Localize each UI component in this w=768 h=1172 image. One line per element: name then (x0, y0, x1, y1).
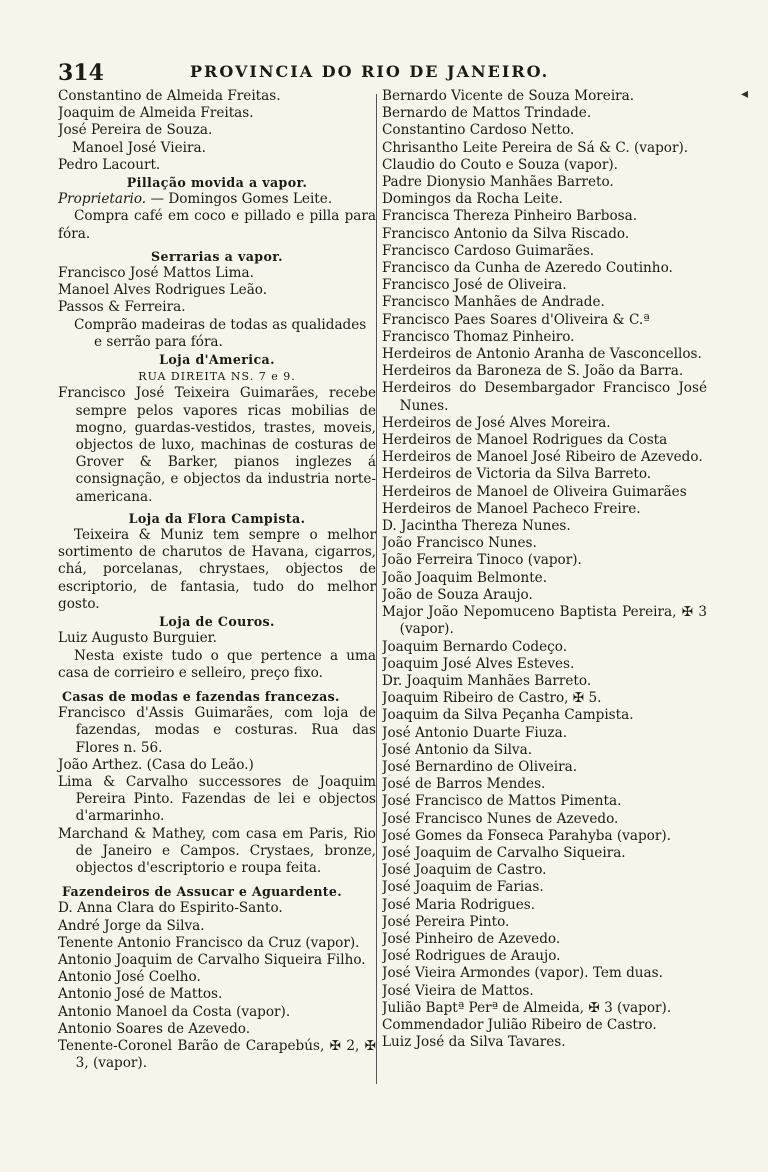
list-item: Padre Dionysio Manhães Barreto. (382, 174, 614, 191)
list-item: Herdeiros de Manoel Pacheco Freire. (382, 500, 641, 517)
list-item: Francisco da Cunha de Azeredo Coutinho. (382, 260, 673, 277)
list-item: Constantino Cardoso Netto. (382, 122, 575, 139)
list-item: José de Barros Mendes. (382, 776, 546, 793)
list-item: João Arthez. (Casa do Leão.) (58, 756, 254, 773)
list-item: Luiz José da Silva Tavares. (382, 1034, 566, 1051)
list-item: Antonio Manoel da Costa (vapor). (58, 1003, 291, 1020)
list-item: Joaquim José Alves Esteves. (382, 655, 575, 672)
section-heading-fazendeiros: Fazendeiros de Assucar e Aguardente. (62, 884, 342, 900)
list-item: José Vieira de Mattos. (382, 982, 534, 999)
list-item: Domingos da Rocha Leite. (382, 191, 563, 208)
list-item: Bernardo Vicente de Souza Moreira. (382, 88, 635, 104)
page-header (58, 60, 718, 84)
list-item: João Joaquim Belmonte. (382, 569, 548, 586)
list-item: João Francisco Nunes. (382, 535, 537, 552)
list-item: José Joaquim de Castro. (382, 862, 547, 879)
list-item: Antonio Soares de Azevedo. (58, 1020, 251, 1037)
list-item: Herdeiros do Desembargador Francisco José Nunes. (382, 380, 707, 414)
list-item: João de Souza Araujo. (382, 586, 533, 603)
list-item: Manoel Alves Rodrigues Leão. (58, 282, 268, 299)
section-heading-loja-couros: Loja de Couros. (159, 614, 275, 630)
list-item: Joaquim Bernardo Codeço. (382, 638, 568, 655)
section-heading-loja-america: Loja d'America. (159, 352, 275, 368)
list-item: Herdeiros de Manoel de Oliveira Guimarães (382, 483, 687, 500)
list-item: Antonio José Coelho. (58, 969, 201, 986)
list-item: Francisca Thereza Pinheiro Barbosa. (382, 208, 638, 225)
list-item: Francisco d'Assis Guimarães, com loja de fazendas, modas e costuras. Rua das Flores n. 56. (58, 705, 376, 756)
list-item: José Maria Rodrigues. (382, 896, 536, 913)
list-item: Francisco Antonio da Silva Riscado. (382, 225, 630, 242)
right-column (382, 88, 707, 1051)
list-item: José Bernardino de Oliveira. (382, 758, 578, 775)
list-item: José Rodrigues de Araujo. (382, 948, 561, 965)
proprietor-line (58, 191, 376, 208)
list-item: Manoel José Vieira. (72, 139, 206, 156)
list-item: José Antonio da Silva. (382, 741, 533, 758)
list-item: Tenente Antonio Francisco da Cruz (vapor). (58, 934, 360, 951)
list-item: Constantino de Almeida Freitas. (58, 88, 281, 104)
loja-couros-text: Nesta existe tudo o que pertence a uma casa de corrieiro e selleiro, preço fixo. (58, 647, 376, 681)
list-item: José Antonio Duarte Fiuza. (382, 724, 568, 741)
page-number: 314 (58, 60, 104, 86)
list-item: Antonio José de Mattos. (58, 986, 223, 1003)
serrarias-description-1: Comprão madeiras de todas as qualidades (74, 316, 367, 333)
list-item: Herdeiros da Baroneza de S. João da Barra. (382, 363, 684, 380)
list-item: Francisco Paes Soares d'Oliveira & C.ª (382, 311, 650, 328)
pillacao-description: Compra café em coco e pillado e pilla para fóra. (58, 208, 376, 242)
list-item: Herdeiros de Manoel José Ribeiro de Azevedo. (382, 449, 703, 466)
loja-america-text: Francisco José Teixeira Guimarães, recebe sempre pelos vapores ricas mobilias de mogno, guardas-vestidos, trastes, moveis, objectos de luxo, machinas de costuras de Grover & Barker, pianos inglezes á consignação, e objectos da industria norte-americana. (58, 385, 376, 505)
list-item: Francisco José Mattos Lima. (58, 265, 254, 282)
list-item: José Pereira Pinto. (382, 913, 510, 930)
list-item: José Francisco Nunes de Azevedo. (382, 810, 619, 827)
list-item: José Joaquim de Farias. (382, 879, 544, 896)
list-item: José Gomes da Fonseca Parahyba (vapor). (382, 827, 671, 844)
section-heading-serrarias: Serrarias a vapor. (151, 248, 283, 264)
section-heading-loja-flora: Loja da Flora Campista. (128, 510, 306, 526)
proprietor-label: Proprietario. (58, 191, 147, 208)
margin-mark: ◂ (741, 86, 749, 102)
list-item: Francisco José de Oliveira. (382, 277, 567, 294)
list-item: Joaquim de Almeida Freitas. (58, 105, 254, 122)
list-item: Herdeiros de José Alves Moreira. (382, 414, 611, 431)
section-heading-casas-modas: Casas de modas e fazendas francezas. (62, 688, 340, 704)
list-item: André Jorge da Silva. (58, 917, 205, 934)
list-item: Passos & Ferreira. (58, 299, 186, 316)
list-item: Claudio do Couto e Souza (vapor). (382, 156, 618, 173)
loja-flora-text: Teixeira & Muniz tem sempre o melhor sortimento de charutos de Havana, cigarros, chá, porcelanas, chrystaes, objectos de escriptorio, de fantasia, tudo do melhor gosto. (58, 527, 376, 612)
list-item: Antonio Joaquim de Carvalho Siqueira Filho. (58, 951, 366, 968)
list-item: Lima & Carvalho successores de Joaquim Pereira Pinto. Fazendas de lei e objectos d'armarinho. (58, 773, 376, 825)
list-item: José Joaquim de Carvalho Siqueira. (382, 844, 626, 861)
list-item: Dr. Joaquim Manhães Barreto. (382, 672, 592, 689)
list-item: Francisco Thomaz Pinheiro. (382, 328, 575, 345)
list-item: Major João Nepomuceno Baptista Pereira, ✠ 3 (vapor). (382, 604, 707, 638)
list-item: Chrisantho Leite Pereira de Sá & C. (vapor). (382, 139, 689, 156)
list-item: Tenente-Coronel Barão de Carapebús, ✠ 2, ✠ 3, (vapor). (58, 1037, 376, 1072)
list-item: Herdeiros de Victoria da Silva Barreto. (382, 466, 652, 483)
list-item: D. Jacintha Thereza Nunes. (382, 518, 571, 535)
list-item: Bernardo de Mattos Trindade. (382, 105, 592, 122)
list-item: Herdeiros de Manoel Rodrigues da Costa (382, 432, 668, 449)
section-heading-pillacao: Pillação movida a vapor. (126, 175, 308, 191)
list-item: Herdeiros de Antonio Aranha de Vasconcellos. (382, 346, 702, 363)
list-item: Joaquim da Silva Peçanha Campista. (382, 707, 634, 724)
list-item: José Vieira Armondes (vapor). Tem duas. (382, 965, 663, 982)
loja-couros-name: Luiz Augusto Burguier. (58, 630, 218, 647)
list-item: Julião Baptª Perª de Almeida, ✠ 3 (vapor). (382, 999, 672, 1016)
list-item: Francisco Manhães de Andrade. (382, 294, 605, 311)
list-item: José Francisco de Mattos Pimenta. (382, 793, 622, 810)
running-title: PROVINCIA DO RIO DE JANEIRO. (190, 62, 550, 81)
list-item: Marchand & Mathey, com casa em Paris, Rio de Janeiro e Campos. Crystaes, bronze, objectos d'escriptorio e roupa feita. (58, 825, 376, 876)
list-item: Pedro Lacourt. (58, 156, 161, 173)
list-item: José Pinheiro de Azevedo. (382, 930, 561, 947)
list-item: João Ferreira Tinoco (vapor). (382, 552, 582, 569)
list-item: D. Anna Clara do Espirito-Santo. (58, 900, 283, 917)
column-divider (376, 94, 377, 1084)
list-item: Francisco Cardoso Guimarães. (382, 242, 595, 259)
left-column (58, 88, 376, 1072)
proprietor-name: — Domingos Gomes Leite. (150, 191, 333, 208)
loja-america-address: RUA DIREITA NS. 7 e 9. (138, 370, 296, 384)
list-item: Joaquim Ribeiro de Castro, ✠ 5. (382, 690, 602, 707)
list-item: José Pereira de Souza. (58, 122, 213, 139)
list-item: Commendador Julião Ribeiro de Castro. (382, 1016, 657, 1033)
serrarias-description-2: e serrão para fóra. (94, 333, 223, 350)
